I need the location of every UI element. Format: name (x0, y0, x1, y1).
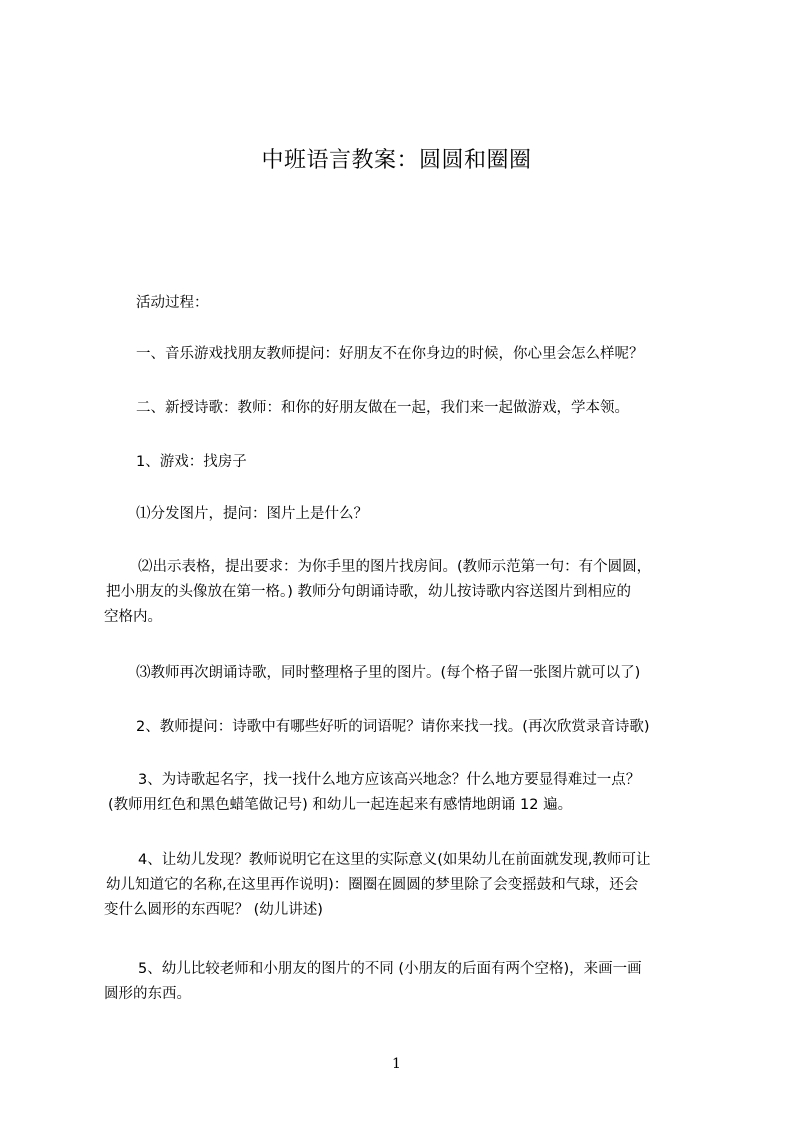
page-number: 1 (392, 1056, 401, 1072)
paragraph-step-1 (136, 342, 736, 367)
text-line: 活动过程： (136, 295, 209, 311)
text-line: 二、新授诗歌：教师：和你的好朋友做在一起，我们来一起做游戏，学本领。 (136, 400, 629, 416)
paragraph-naming (104, 768, 704, 818)
text-line: 把小朋友的头像放在第一格。) 教师分句朗诵诗歌，幼儿按诗歌内容送图片到相应的 (106, 584, 632, 600)
text-line: 3、为诗歌起名字，找一找什么地方应该高兴地念？什么地方要显得难过一点？ (138, 772, 641, 788)
text-line: ⑶教师再次朗诵诗歌，同时整理格子里的图片。(每个格子留一张图片就可以了) (136, 665, 641, 681)
paragraph-game (136, 450, 736, 475)
text-line: ⑵出示表格，提出要求：为你手里的图片找房间。(教师示范第一句：有个圆圆， (138, 559, 652, 575)
text-line: 4、让幼儿发现？教师说明它在这里的实际意义(如果幼儿在前面就发现,教师可让 (138, 852, 651, 868)
text-line: 2、教师提问：诗歌中有哪些好听的词语呢？请你来找一找。(再次欣赏录音诗歌) (136, 719, 650, 735)
text-line: 5、幼儿比较老师和小朋友的图片的不同 (小朋友的后面有两个空格)，来画一画 (138, 961, 642, 977)
text-line: ⑴分发图片，提问：图片上是什么？ (136, 506, 368, 522)
paragraph-step-2 (136, 396, 736, 421)
text-line: 空格内。 (104, 609, 162, 625)
document-title: 中班语言教案：圆圆和圈圈 (261, 148, 532, 173)
paragraph-compare (104, 957, 704, 1007)
text-line: 1、游戏：找房子 (136, 454, 247, 470)
paragraph-activity-process (136, 291, 736, 316)
text-line: 圆形的东西。 (104, 986, 191, 1002)
text-line: (教师用红色和黑色蜡笔做记号) 和幼儿一起连起来有感情地朗诵 12 遍。 (108, 797, 573, 813)
paragraph-substep-1 (136, 502, 736, 527)
paragraph-substep-2 (104, 555, 704, 630)
text-line: 变什么圆形的东西呢？ (幼儿讲述) (104, 902, 323, 918)
paragraph-question (136, 715, 736, 740)
paragraph-substep-3 (136, 661, 736, 686)
paragraph-discover (104, 848, 704, 923)
text-line: 幼儿知道它的名称,在这里再作说明)：圈圈在圆圆的梦里除了会变摇鼓和气球，还会 (106, 877, 639, 893)
text-line: 一、音乐游戏找朋友教师提问：好朋友不在你身边的时候，你心里会怎么样呢？ (136, 346, 644, 362)
